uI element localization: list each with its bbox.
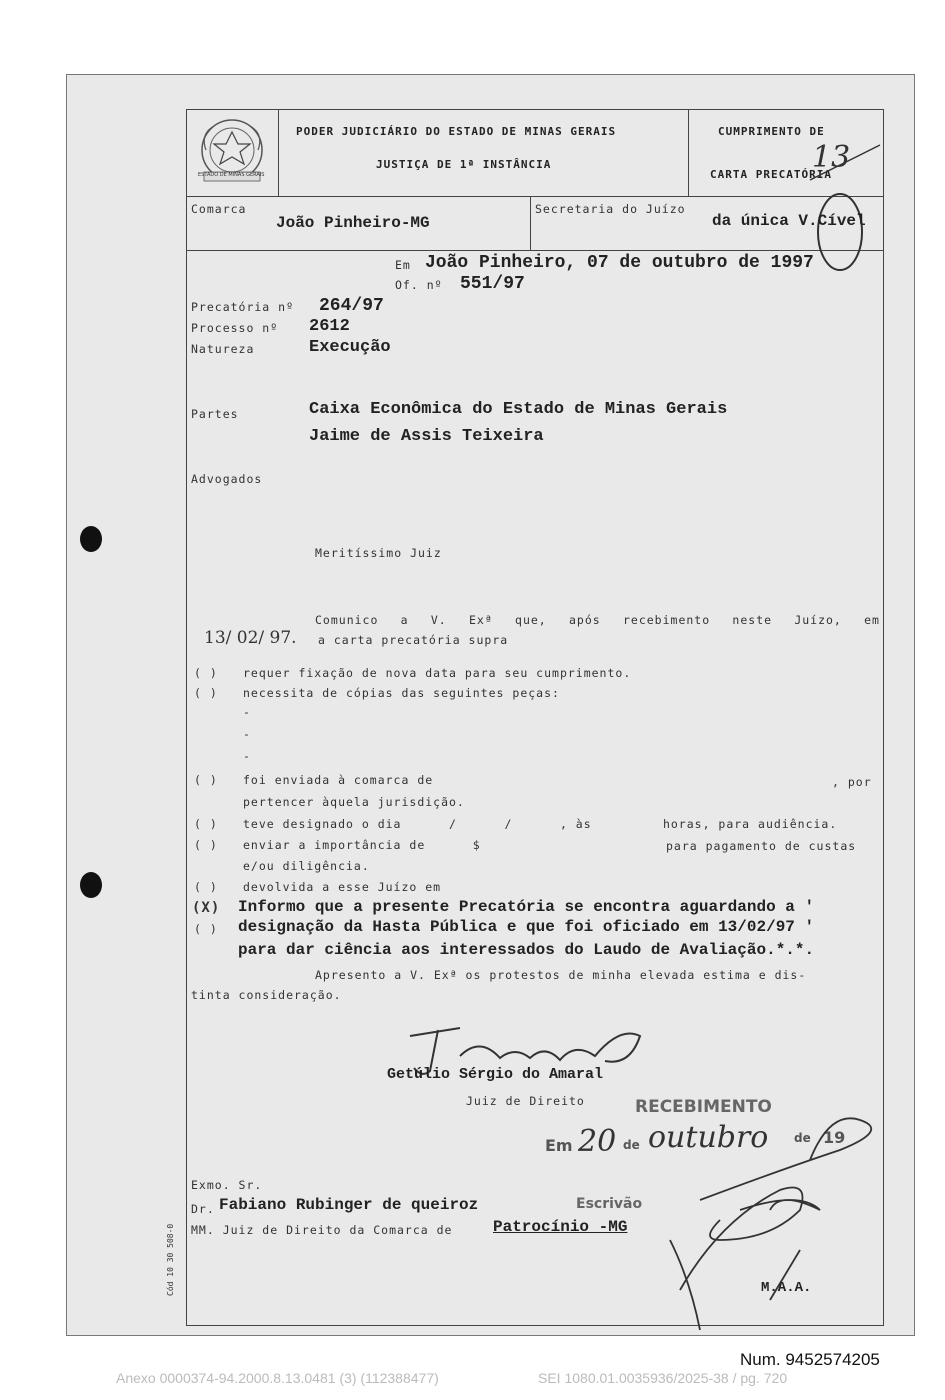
addressee-name: Fabiano Rubinger de queiroz	[219, 1196, 479, 1214]
partes-label: Partes	[191, 407, 239, 421]
option-text: devolvida a esse Juízo em	[243, 880, 442, 894]
receipt-stamp-escrivao: Escrivão	[576, 1196, 643, 1212]
document-number: Num. 9452574205	[740, 1350, 880, 1369]
option-mark: ( )	[194, 773, 218, 787]
punch-hole-bottom	[80, 872, 102, 898]
option-text-designacao: designação da Hasta Pública e que foi oficiado em 13/02/97 '	[238, 918, 815, 936]
handwritten-page-number: 13	[812, 140, 851, 175]
option-text: teve designado o dia / / , às horas, para audiência.	[243, 817, 838, 831]
initials: M.A.A.	[761, 1280, 812, 1296]
option-text: necessita de cópias das seguintes peças:	[243, 686, 560, 700]
custas-text: para pagamento de custas	[666, 839, 857, 853]
processo-label: Processo nº	[191, 321, 279, 335]
blank-dash: -	[243, 705, 251, 719]
addressee-dr: Dr.	[191, 1202, 215, 1216]
divider	[186, 250, 884, 251]
institution-line2: JUSTIÇA DE 1ª INSTÂNCIA	[376, 158, 552, 171]
receipt-stamp-de2: de	[794, 1131, 811, 1145]
addressee-comarca: Patrocínio -MG	[493, 1218, 628, 1236]
seal-text: ESTADO DE MINAS GERAIS	[198, 172, 265, 178]
date-em: Em	[395, 258, 411, 272]
sei-reference: SEI 1080.01.0035936/2025-38 / pg. 720	[538, 1370, 788, 1386]
divider	[530, 196, 531, 250]
natureza-label: Natureza	[191, 342, 255, 356]
closing-line1: Apresento a V. Exª os protestos de minha elevada estima e dis-	[315, 968, 807, 982]
parte-2: Jaime de Assis Teixeira	[309, 427, 544, 446]
blank-dash: -	[243, 727, 251, 741]
receipt-stamp-em: Em	[545, 1136, 573, 1155]
form-code: Cód 10 30 508-0	[166, 1223, 175, 1296]
comarca-label: Comarca	[191, 202, 247, 216]
custas-continuation: e/ou diligência.	[243, 859, 370, 873]
option-mark: ( )	[194, 838, 218, 852]
doc-type-line1: CUMPRIMENTO DE	[718, 125, 825, 138]
received-date: 13/ 02/ 97.	[204, 628, 297, 648]
receipt-stamp-title: RECEBIMENTO	[635, 1097, 772, 1117]
addressee-mm: MM. Juiz de Direito da Comarca de	[191, 1223, 453, 1237]
comarca-value: João Pinheiro-MG	[276, 214, 430, 232]
intro-text: Comunico a V. Exª que, após recebimento neste Juízo, em	[315, 613, 880, 627]
punch-hole-top	[80, 526, 102, 552]
precatoria-value: 264/97	[319, 296, 384, 316]
option-mark: ( )	[194, 666, 218, 680]
option-mark: ( )	[194, 817, 218, 831]
secretaria-value: da única V.Cível	[712, 212, 866, 230]
anexo-reference: Anexo 0000374-94.2000.8.13.0481 (3) (112388477)	[116, 1370, 439, 1386]
option-mark: ( )	[194, 922, 218, 936]
divider	[186, 196, 884, 197]
precatoria-label: Precatória nº	[191, 300, 295, 314]
secretaria-label: Secretaria do Juízo	[535, 202, 686, 216]
option-mark-checked: (X)	[192, 900, 221, 916]
blank-dash: -	[243, 749, 251, 763]
oficio-value: 551/97	[460, 274, 525, 294]
date-value: João Pinheiro, 07 de outubro de 1997	[425, 253, 814, 273]
addressee-exmo: Exmo. Sr.	[191, 1178, 263, 1192]
advogados-label: Advogados	[191, 472, 263, 486]
divider	[688, 109, 689, 196]
option-text: foi enviada à comarca de	[243, 773, 434, 787]
doc-type-line2: CARTA PRECATÓRIA	[710, 168, 832, 181]
option-text: requer fixação de nova data para seu cumprimento.	[243, 666, 632, 680]
divider	[278, 109, 279, 196]
closing-line2: tinta consideração.	[191, 988, 342, 1002]
judge-name: Getúlio Sérgio do Amaral	[387, 1066, 604, 1083]
judge-title: Juiz de Direito	[466, 1094, 585, 1108]
salutation: Meritíssimo Juiz	[315, 546, 442, 560]
intro-continuation: a carta precatória supra	[318, 633, 509, 647]
parte-1: Caixa Econômica do Estado de Minas Gerais	[309, 400, 728, 419]
por-text: , por	[832, 775, 872, 789]
option-text-informo: Informo que a presente Precatória se encontra aguardando a '	[238, 898, 815, 916]
por-continuation: pertencer àquela jurisdição.	[243, 795, 465, 809]
option-mark: ( )	[194, 880, 218, 894]
receipt-stamp-month: outubro	[648, 1120, 769, 1155]
option-mark: ( )	[194, 686, 218, 700]
processo-value: 2612	[309, 317, 350, 336]
option-text: enviar a importância de $	[243, 838, 481, 852]
informo-continuation: para dar ciência aos interessados do Laudo de Avaliação.*.*.	[238, 941, 815, 959]
receipt-stamp-day: 20	[578, 1124, 617, 1159]
coat-of-arms-icon	[192, 114, 272, 190]
natureza-value: Execução	[309, 338, 391, 357]
receipt-stamp-year: 19	[823, 1128, 846, 1147]
institution-line1: PODER JUDICIÁRIO DO ESTADO DE MINAS GERAIS	[296, 125, 617, 138]
oficio-label: Of. nº	[395, 278, 443, 292]
receipt-stamp-de: de	[623, 1138, 640, 1152]
